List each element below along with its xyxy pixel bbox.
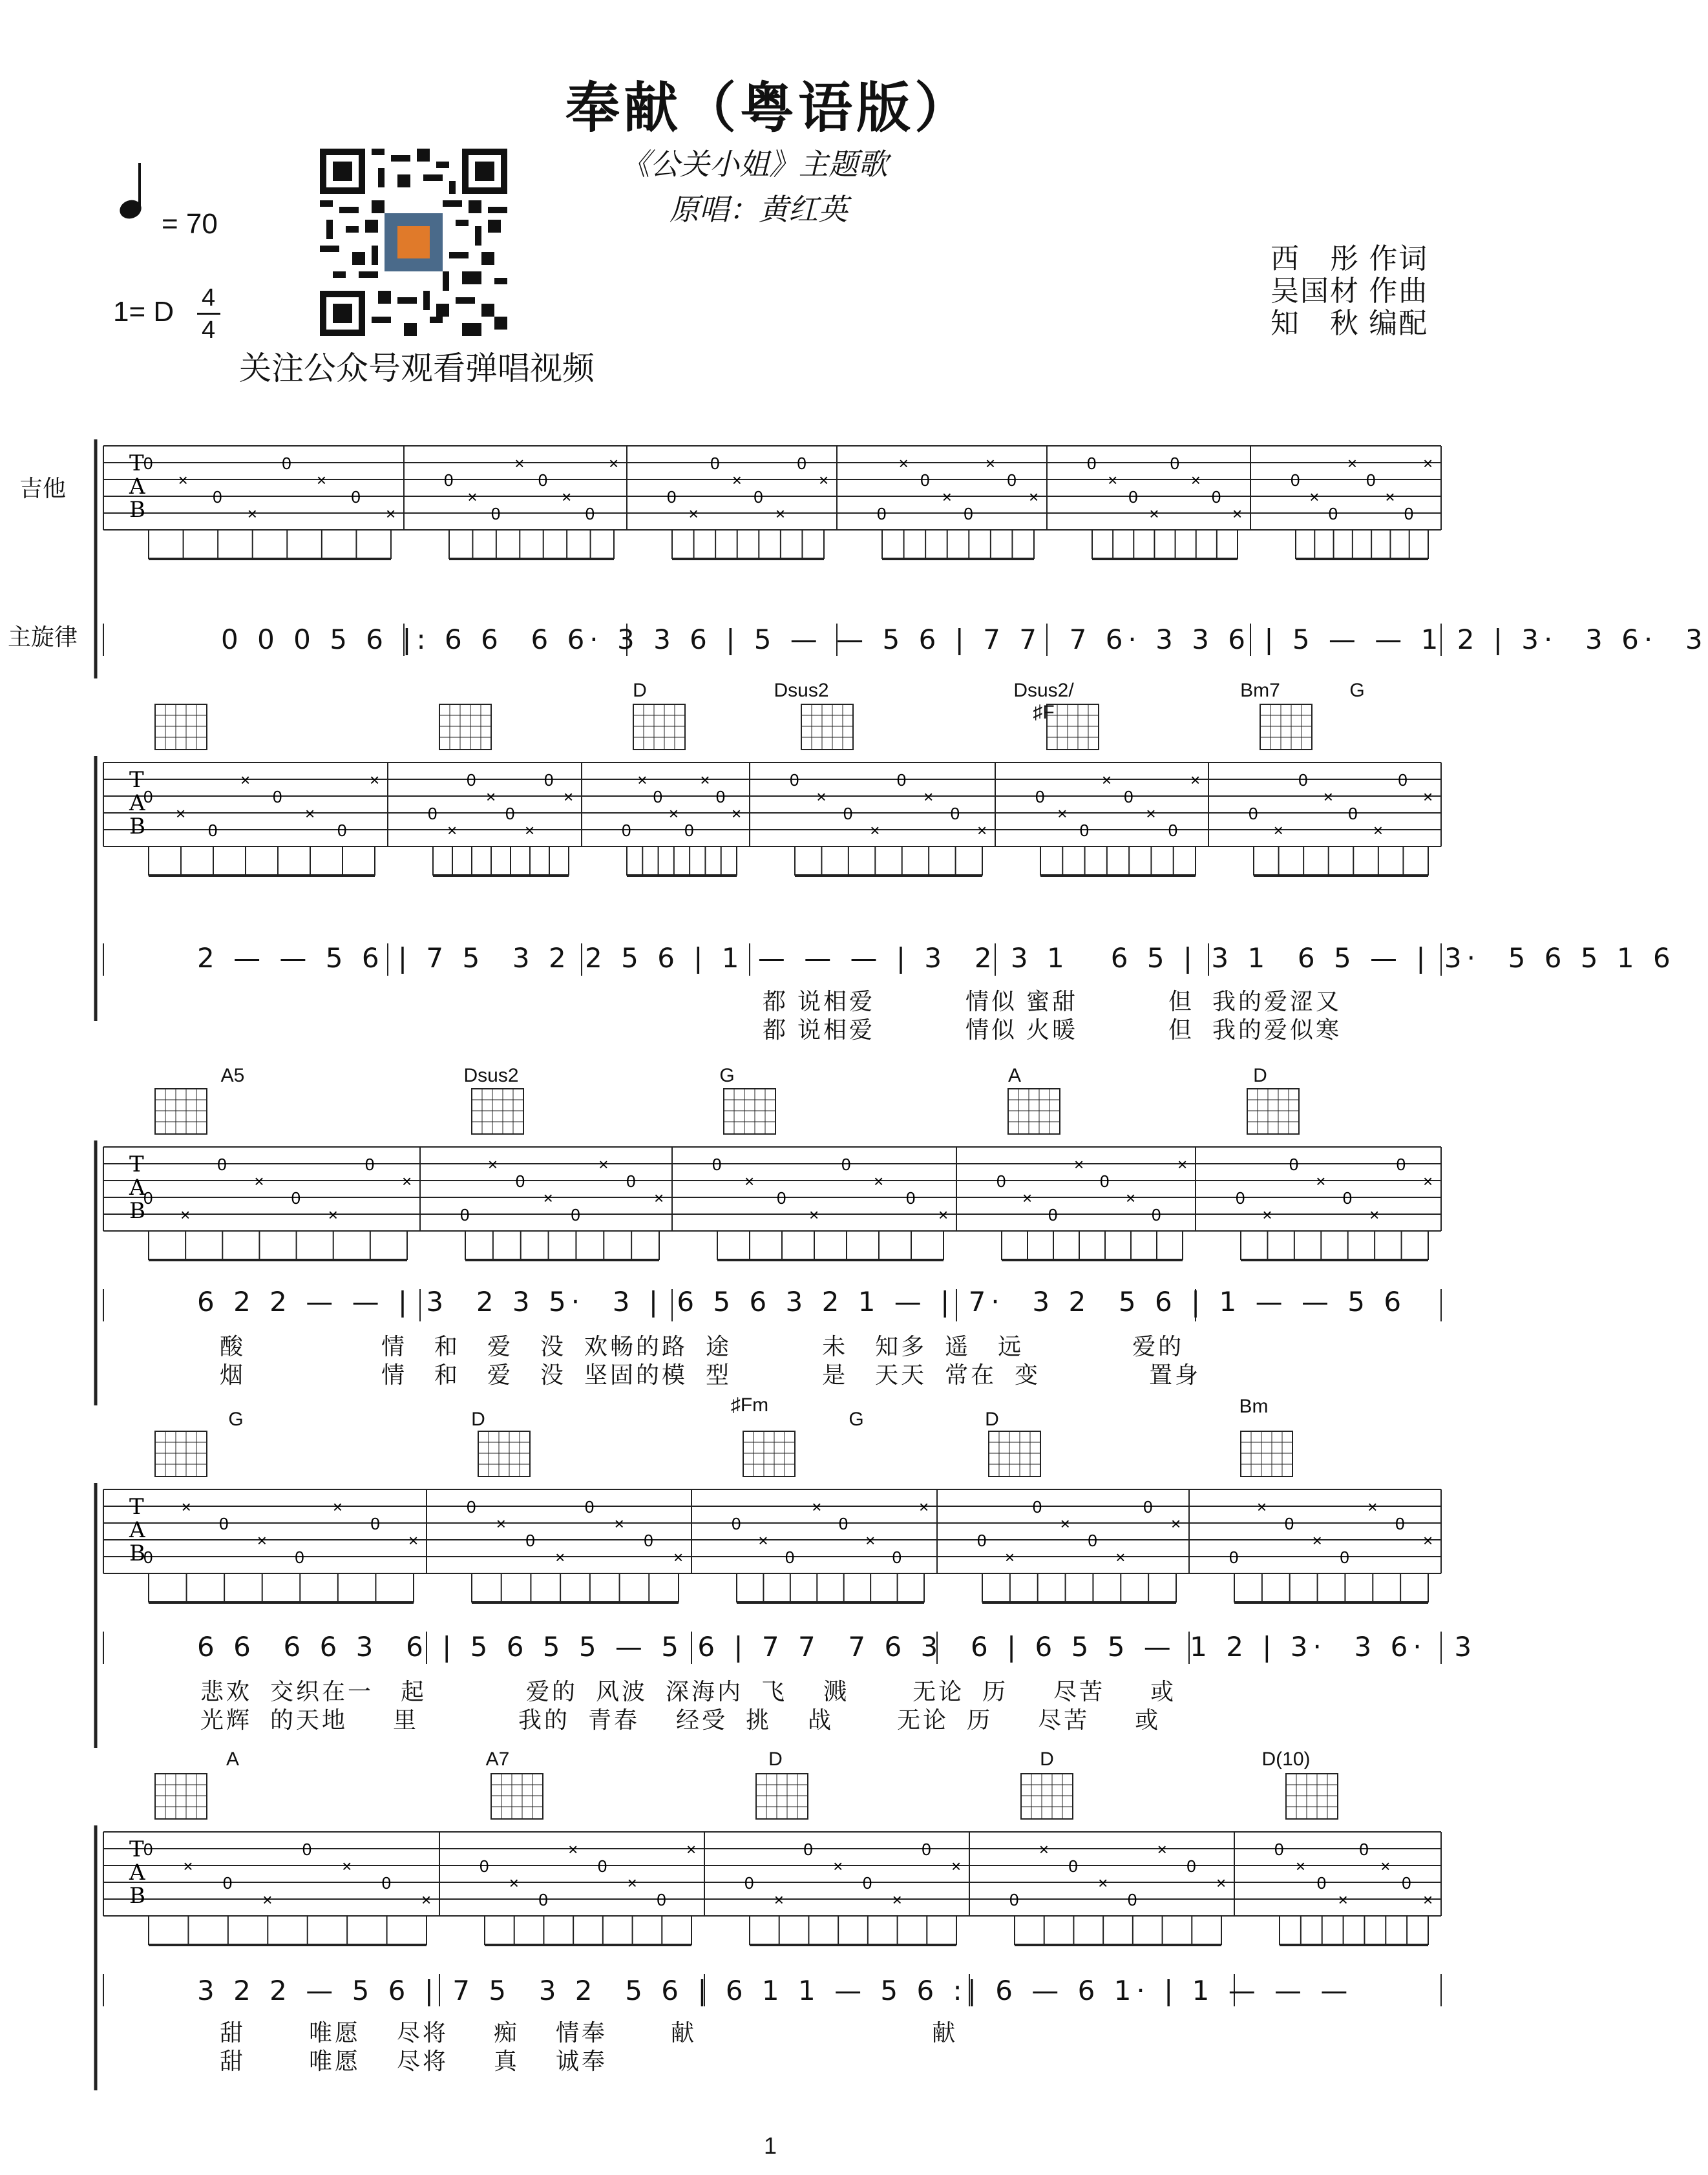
tab-mark: × bbox=[1423, 787, 1433, 806]
follow-text: 关注公众号观看弹唱视频 bbox=[239, 350, 595, 386]
chord-name: D bbox=[1040, 1749, 1054, 1770]
tab-mark: × bbox=[865, 1531, 876, 1550]
tab-mark: 0 bbox=[273, 787, 282, 806]
tab-mark: × bbox=[1367, 1497, 1378, 1517]
tab-mark: × bbox=[1004, 1548, 1015, 1567]
tab-mark: 0 bbox=[1249, 804, 1258, 823]
chord-name: D bbox=[768, 1749, 783, 1770]
tab-mark: 0 bbox=[337, 821, 347, 840]
tab-mark: × bbox=[262, 1890, 273, 1909]
tab-mark: × bbox=[874, 1172, 884, 1191]
tab-mark: 0 bbox=[1229, 1548, 1239, 1567]
tab-mark: × bbox=[1323, 787, 1333, 806]
tab-mark: 0 bbox=[1009, 1890, 1019, 1909]
tab-mark: × bbox=[1146, 804, 1156, 823]
tab-mark: 0 bbox=[1366, 470, 1376, 490]
chord-diagram bbox=[1008, 1089, 1060, 1134]
tab-mark: × bbox=[898, 454, 909, 473]
tab-mark: × bbox=[833, 1856, 843, 1876]
chord-name: D bbox=[1253, 1065, 1267, 1086]
tab-mark: × bbox=[1157, 1840, 1167, 1859]
tab-mark: 0 bbox=[1211, 487, 1221, 507]
tab-mark: 0 bbox=[143, 1548, 153, 1567]
tab-mark: 0 bbox=[143, 1188, 153, 1208]
chord-name: Dsus2/♯F bbox=[1013, 680, 1074, 723]
page-number: 1 bbox=[764, 2132, 777, 2159]
tab-mark: 0 bbox=[515, 1172, 525, 1191]
tab-mark: 0 bbox=[381, 1873, 392, 1893]
tab-clef: B bbox=[129, 1540, 145, 1566]
chord-diagram bbox=[155, 1431, 207, 1476]
tab-mark: × bbox=[870, 821, 880, 840]
tab-mark: 0 bbox=[950, 804, 960, 823]
chord-diagram bbox=[1021, 1774, 1073, 1819]
tab-mark: 0 bbox=[790, 770, 799, 790]
tab-mark: × bbox=[1190, 770, 1201, 790]
tab-mark: 0 bbox=[777, 1188, 786, 1208]
tab-mark: 0 bbox=[838, 1514, 849, 1533]
tab-mark: × bbox=[467, 487, 478, 507]
melody-line-2: 2 — — 5 6 | 7 5 3 2 2 5 6 | 1 — — — | 3 2 3 1 6 5 | 3 1 6 5 — | 3· 5 6 5 1 6 bbox=[197, 942, 1676, 974]
tab-mark: × bbox=[919, 1497, 929, 1517]
tab-mark: 0 bbox=[1170, 454, 1180, 473]
tab-mark: 0 bbox=[1402, 1873, 1411, 1893]
tab-mark: 0 bbox=[922, 1840, 931, 1859]
tab-mark: 0 bbox=[657, 1890, 666, 1909]
chord-name: Bm bbox=[1239, 1396, 1269, 1417]
tab-mark: 0 bbox=[1348, 804, 1358, 823]
tab-mark: 0 bbox=[1127, 1890, 1137, 1909]
tab-mark: × bbox=[240, 770, 251, 790]
tab-mark: 0 bbox=[219, 1514, 229, 1533]
tab-mark: 0 bbox=[213, 487, 222, 507]
tab-mark: × bbox=[342, 1856, 352, 1876]
tab-clef: B bbox=[129, 1883, 145, 1909]
tab-mark: 0 bbox=[1186, 1856, 1196, 1876]
tab-mark: × bbox=[1171, 1514, 1181, 1533]
tab-mark: × bbox=[774, 1890, 784, 1909]
chord-diagram bbox=[1241, 1431, 1292, 1476]
tab-mark: 0 bbox=[622, 821, 631, 840]
tab-mark: × bbox=[775, 504, 786, 523]
tab-mark: 0 bbox=[143, 1840, 153, 1859]
tab-mark: 0 bbox=[460, 1205, 470, 1224]
tab-mark: × bbox=[1423, 454, 1433, 473]
tab-mark: 0 bbox=[295, 1548, 304, 1567]
song-title: 奉献（粤语版） bbox=[565, 76, 973, 140]
tab-mark: × bbox=[1098, 1873, 1108, 1893]
chord-diagram bbox=[724, 1089, 775, 1134]
chord-diagram bbox=[633, 704, 685, 750]
tab-mark: × bbox=[812, 1497, 822, 1517]
tab-mark: 0 bbox=[544, 770, 554, 790]
lyric-line: 甜 唯愿 尽将 痴 情奉 献 献 bbox=[220, 2019, 958, 2046]
tab-mark: 0 bbox=[282, 454, 291, 473]
tab-mark: × bbox=[257, 1531, 267, 1550]
tab-mark: × bbox=[1190, 470, 1201, 490]
tab-clef: T bbox=[129, 1494, 144, 1520]
tab-mark: × bbox=[1347, 454, 1358, 473]
melody-track-label: 主旋律 bbox=[8, 624, 78, 650]
tab-mark: × bbox=[183, 1856, 193, 1876]
chord-name: A bbox=[1007, 1065, 1021, 1086]
tab-mark: 0 bbox=[785, 1548, 795, 1567]
tab-mark: × bbox=[1273, 821, 1283, 840]
tab-mark: × bbox=[496, 1514, 506, 1533]
tab-mark: × bbox=[1101, 770, 1112, 790]
tab-clef: B bbox=[129, 1198, 145, 1224]
tab-mark: 0 bbox=[892, 1548, 902, 1567]
tab-mark: × bbox=[1216, 1873, 1227, 1893]
tab-mark: 0 bbox=[1128, 487, 1138, 507]
tab-mark: 0 bbox=[1007, 470, 1017, 490]
tab-mark: 0 bbox=[1100, 1172, 1110, 1191]
tab-mark: 0 bbox=[754, 487, 763, 507]
tab-clef: A bbox=[129, 1517, 145, 1543]
tab-mark: × bbox=[568, 1840, 578, 1859]
chord-name: G bbox=[719, 1065, 735, 1086]
tab-mark: × bbox=[1022, 1188, 1033, 1208]
tempo-marking: = 70 bbox=[162, 208, 218, 240]
tab-mark: × bbox=[386, 504, 396, 523]
tab-mark: × bbox=[1126, 1188, 1136, 1208]
tab-clef: T bbox=[129, 450, 144, 476]
tab-mark: × bbox=[1060, 1514, 1070, 1533]
tab-mark: × bbox=[668, 804, 679, 823]
tab-mark: × bbox=[1039, 1840, 1049, 1859]
tab-mark: 0 bbox=[370, 1514, 380, 1533]
tab-mark: × bbox=[819, 470, 829, 490]
tab-mark: × bbox=[562, 487, 572, 507]
tab-mark: × bbox=[176, 804, 186, 823]
tab-mark: 0 bbox=[571, 1205, 580, 1224]
tab-mark: × bbox=[447, 821, 458, 840]
tab-mark: × bbox=[688, 504, 699, 523]
tab-mark: 0 bbox=[964, 504, 973, 523]
tab-mark: 0 bbox=[444, 470, 454, 490]
tab-mark: × bbox=[1380, 1856, 1391, 1876]
lyric-line: 都 说相爱 情似 蜜甜 但 我的爱涩又 bbox=[763, 988, 1342, 1014]
tab-mark: × bbox=[985, 454, 996, 473]
tab-mark: × bbox=[1232, 504, 1243, 523]
chord-diagram bbox=[155, 1089, 207, 1134]
tab-mark: 0 bbox=[1048, 1205, 1058, 1224]
key-signature: 1= D bbox=[113, 296, 174, 328]
tab-mark: 0 bbox=[364, 1155, 375, 1174]
chord-name: Bm7 bbox=[1240, 680, 1280, 701]
tab-clef: A bbox=[129, 790, 145, 816]
tab-mark: 0 bbox=[222, 1873, 233, 1893]
tab-mark: × bbox=[923, 787, 934, 806]
tab-clef: T bbox=[129, 767, 144, 793]
lyricist-credit: 西 彤 作词 bbox=[1270, 243, 1429, 275]
tab-mark: 0 bbox=[644, 1531, 653, 1550]
tab-mark: × bbox=[1074, 1155, 1084, 1174]
tab-mark: 0 bbox=[143, 787, 153, 806]
tab-mark: 0 bbox=[1298, 770, 1308, 790]
tab-mark: × bbox=[673, 1548, 684, 1567]
tab-mark: 0 bbox=[843, 804, 853, 823]
tab-mark: × bbox=[514, 454, 525, 473]
tab-mark: × bbox=[305, 804, 315, 823]
tab-mark: × bbox=[732, 804, 742, 823]
tab-mark: 0 bbox=[1236, 1188, 1245, 1208]
tab-mark: 0 bbox=[744, 1873, 754, 1893]
tab-mark: × bbox=[1373, 821, 1384, 840]
lyric-line: 悲欢 交织在一 起 爱的 风波 深海内 飞 溅 无论 历 尽苦 或 bbox=[200, 1678, 1177, 1705]
tab-mark: × bbox=[1423, 1172, 1433, 1191]
lyric-line: 酸 情 和 爱 没 欢畅的路 途 未 知多 遥 远 爱的 bbox=[220, 1333, 1185, 1360]
lyric-line: 都 说相爱 情似 火暖 但 我的爱似寒 bbox=[763, 1016, 1342, 1043]
tab-mark: 0 bbox=[877, 504, 887, 523]
tab-mark: 0 bbox=[862, 1873, 872, 1893]
tab-mark: × bbox=[1115, 1548, 1126, 1567]
tab-mark: × bbox=[686, 1840, 697, 1859]
tab-mark: 0 bbox=[1079, 821, 1090, 840]
tab-mark: 0 bbox=[1404, 504, 1414, 523]
tab-mark: × bbox=[370, 770, 380, 790]
chord-name: A7 bbox=[485, 1749, 510, 1770]
tab-mark: × bbox=[525, 821, 535, 840]
tab-mark: × bbox=[1385, 487, 1395, 507]
tab-mark: × bbox=[1029, 487, 1039, 507]
arranger-credit: 知 秋 编配 bbox=[1270, 308, 1429, 339]
tab-mark: 0 bbox=[996, 1172, 1006, 1191]
tab-mark: 0 bbox=[977, 1531, 987, 1550]
tab-mark: 0 bbox=[684, 821, 694, 840]
tab-mark: 0 bbox=[1396, 1155, 1406, 1174]
tab-mark: × bbox=[1423, 1890, 1433, 1909]
tab-mark: × bbox=[1338, 1890, 1348, 1909]
original-singer: 原唱：黄红英 bbox=[669, 192, 848, 227]
tab-clef: T bbox=[129, 1151, 144, 1177]
chord-name: D(10) bbox=[1261, 1749, 1311, 1770]
tab-mark: 0 bbox=[1316, 1873, 1327, 1893]
tab-mark: × bbox=[744, 1172, 755, 1191]
chord-name: G bbox=[228, 1409, 244, 1430]
tab-mark: × bbox=[487, 1155, 498, 1174]
chord-diagram bbox=[989, 1431, 1040, 1476]
tab-mark: 0 bbox=[505, 804, 515, 823]
chord-name: D bbox=[633, 680, 647, 701]
tab-mark: × bbox=[758, 1531, 768, 1550]
chord-diagram bbox=[801, 704, 853, 750]
chord-name: D bbox=[471, 1409, 485, 1430]
tab-mark: 0 bbox=[712, 1155, 722, 1174]
tab-mark: × bbox=[809, 1205, 819, 1224]
tab-mark: × bbox=[316, 470, 327, 490]
tab-mark: × bbox=[892, 1890, 902, 1909]
tab-mark: 0 bbox=[1328, 504, 1338, 523]
tab-mark: × bbox=[543, 1188, 553, 1208]
chord-diagram bbox=[743, 1431, 795, 1476]
tab-mark: 0 bbox=[653, 787, 663, 806]
tab-mark: 0 bbox=[667, 487, 677, 507]
tab-clef: T bbox=[129, 1836, 144, 1862]
tab-mark: × bbox=[654, 1188, 664, 1208]
tab-mark: × bbox=[700, 770, 710, 790]
tab-mark: × bbox=[1057, 804, 1068, 823]
chord-diagram bbox=[439, 704, 491, 750]
tab-mark: × bbox=[408, 1531, 419, 1550]
tab-mark: 0 bbox=[143, 454, 153, 473]
tab-mark: 0 bbox=[803, 1840, 813, 1859]
song-subtitle: 《公关小姐》主题歌 bbox=[620, 147, 888, 182]
tab-mark: 0 bbox=[1143, 1497, 1153, 1517]
tab-mark: × bbox=[486, 787, 496, 806]
tab-mark: 0 bbox=[467, 770, 476, 790]
chord-name: A bbox=[226, 1749, 239, 1770]
tab-mark: 0 bbox=[1088, 1531, 1097, 1550]
tab-mark: × bbox=[254, 1172, 264, 1191]
tab-mark: 0 bbox=[710, 454, 720, 473]
tab-mark: 0 bbox=[1274, 1840, 1284, 1859]
tab-mark: 0 bbox=[351, 487, 361, 507]
tab-mark: × bbox=[942, 487, 952, 507]
tab-mark: 0 bbox=[920, 470, 930, 490]
tab-mark: × bbox=[1177, 1155, 1188, 1174]
tab-mark: 0 bbox=[1291, 470, 1300, 490]
tab-mark: 0 bbox=[208, 821, 218, 840]
tab-mark: 0 bbox=[1340, 1548, 1349, 1567]
tab-mark: × bbox=[614, 1514, 624, 1533]
tab-mark: 0 bbox=[732, 1514, 741, 1533]
tab-mark: × bbox=[555, 1548, 565, 1567]
tab-mark: × bbox=[564, 787, 574, 806]
tab-mark: 0 bbox=[906, 1188, 916, 1208]
tab-mark: 0 bbox=[1032, 1497, 1042, 1517]
chord-diagram bbox=[491, 1774, 543, 1819]
tab-mark: × bbox=[1149, 504, 1159, 523]
tab-mark: 0 bbox=[538, 470, 548, 490]
tab-mark: × bbox=[402, 1172, 412, 1191]
tab-mark: × bbox=[951, 1856, 962, 1876]
chord-diagram bbox=[1260, 704, 1312, 750]
tab-mark: 0 bbox=[1035, 787, 1045, 806]
tab-mark: 0 bbox=[1152, 1205, 1161, 1224]
tab-mark: 0 bbox=[1168, 821, 1178, 840]
tab-mark: × bbox=[180, 1205, 191, 1224]
tab-mark: 0 bbox=[626, 1172, 636, 1191]
tab-mark: 0 bbox=[597, 1856, 607, 1876]
tab-mark: 0 bbox=[217, 1155, 227, 1174]
tab-mark: × bbox=[1256, 1497, 1267, 1517]
melody-line-3: 6 2 2 — — | 3 2 3 5· 3 | 6 5 6 3 2 1 — | 7· 3 2 5 6 | 1 — — 5 6 bbox=[197, 1286, 1407, 1318]
tab-clef: A bbox=[129, 474, 145, 499]
tab-mark: 0 bbox=[1124, 787, 1133, 806]
tab-mark: 0 bbox=[480, 1856, 489, 1876]
lyric-line: 光辉 的天地 里 我的 青春 经受 挑 战 无论 历 尽苦 或 bbox=[200, 1707, 1161, 1733]
chord-name: A5 bbox=[220, 1065, 245, 1086]
tab-mark: 0 bbox=[584, 1497, 595, 1517]
chord-name: Dsus2 bbox=[774, 680, 829, 701]
tab-mark: 0 bbox=[585, 504, 595, 523]
chord-name: G bbox=[1349, 680, 1365, 701]
lyric-line: 烟 情 和 爱 没 坚固的模 型 是 天天 常在 变 置身 bbox=[220, 1361, 1201, 1388]
tab-mark: × bbox=[609, 454, 619, 473]
tab-mark: × bbox=[247, 504, 257, 523]
tab-mark: × bbox=[816, 787, 827, 806]
tab-mark: 0 bbox=[467, 1497, 476, 1517]
lyric-line: 甜 唯愿 尽将 真 诚奉 bbox=[220, 2048, 608, 2074]
tab-mark: × bbox=[977, 821, 987, 840]
time-sig-denominator: 4 bbox=[202, 317, 216, 344]
tab-mark: × bbox=[328, 1205, 338, 1224]
chord-diagram bbox=[472, 1089, 523, 1134]
tab-mark: × bbox=[1295, 1856, 1306, 1876]
tab-mark: × bbox=[332, 1497, 343, 1517]
tab-mark: 0 bbox=[525, 1531, 535, 1550]
chord-diagram bbox=[1247, 1089, 1299, 1134]
tab-mark: × bbox=[1309, 487, 1320, 507]
tab-mark: × bbox=[178, 470, 188, 490]
tab-mark: × bbox=[732, 470, 742, 490]
tab-mark: 0 bbox=[1342, 1188, 1353, 1208]
chord-name: D bbox=[985, 1409, 999, 1430]
chord-name: ♯Fm bbox=[730, 1394, 769, 1416]
tab-mark: 0 bbox=[715, 787, 726, 806]
melody-line-5: 3 2 2 — 5 6 | 7 5 3 2 5 6 | 6 1 1 — 5 6 :| 6 — 6 1· | 1 — — — bbox=[197, 1975, 1353, 2006]
tab-mark: × bbox=[1423, 1531, 1433, 1550]
chord-diagram bbox=[155, 704, 207, 750]
tab-mark: 0 bbox=[1359, 1840, 1369, 1859]
tab-clef: B bbox=[129, 497, 145, 523]
tab-mark: 0 bbox=[1087, 454, 1097, 473]
chord-diagram bbox=[478, 1431, 530, 1476]
tab-mark: × bbox=[1262, 1205, 1272, 1224]
guitar-track-label: 吉他 bbox=[19, 475, 67, 501]
tab-mark: 0 bbox=[1284, 1514, 1294, 1533]
chord-diagram bbox=[756, 1774, 808, 1819]
tab-mark: 0 bbox=[1289, 1155, 1299, 1174]
tab-mark: 0 bbox=[490, 504, 501, 523]
tab-mark: × bbox=[598, 1155, 609, 1174]
tab-mark: × bbox=[509, 1873, 519, 1893]
tab-clef: A bbox=[129, 1860, 145, 1886]
chord-name: Dsus2 bbox=[463, 1065, 519, 1086]
tab-mark: 0 bbox=[1398, 770, 1408, 790]
chord-diagram bbox=[1286, 1774, 1338, 1819]
tab-mark: 0 bbox=[1395, 1514, 1405, 1533]
tab-mark: 0 bbox=[291, 1188, 301, 1208]
melody-line-4: 6 6 6 6 3 6 | 5 6 5 5 — 5 6 | 7 7 7 6 3 6 | 6 5 5 — 1 2 | 3· 3 6· 3 bbox=[197, 1631, 1477, 1663]
tab-mark: × bbox=[421, 1890, 432, 1909]
tab-mark: × bbox=[627, 1873, 637, 1893]
tab-mark: 0 bbox=[1068, 1856, 1078, 1876]
tab-clef: B bbox=[129, 814, 145, 839]
tab-mark: × bbox=[1108, 470, 1118, 490]
time-sig-numerator: 4 bbox=[202, 284, 216, 311]
tab-mark: × bbox=[1312, 1531, 1322, 1550]
tab-mark: × bbox=[1369, 1205, 1380, 1224]
tab-clef: A bbox=[129, 1175, 145, 1201]
tab-mark: 0 bbox=[896, 770, 907, 790]
tab-mark: 0 bbox=[428, 804, 438, 823]
composer-credit: 吴国材 作曲 bbox=[1270, 275, 1429, 307]
tab-mark: 0 bbox=[538, 1890, 548, 1909]
tab-mark: 0 bbox=[841, 1155, 851, 1174]
tab-mark: × bbox=[938, 1205, 949, 1224]
tab-mark: × bbox=[637, 770, 648, 790]
tab-mark: 0 bbox=[302, 1840, 312, 1859]
tab-mark: × bbox=[1316, 1172, 1326, 1191]
tab-mark: 0 bbox=[797, 454, 807, 473]
chord-name: G bbox=[849, 1409, 864, 1430]
tab-mark: × bbox=[181, 1497, 191, 1517]
chord-diagram bbox=[155, 1774, 207, 1819]
melody-line-1: 0 0 0 5 6 |: 6 6 6 6· 3 3 6 | 5 — — 5 6 | 7 7 7 6· 3 3 6 | 5 — — 1 2 | 3· 3 6· 3 bbox=[221, 624, 1708, 655]
